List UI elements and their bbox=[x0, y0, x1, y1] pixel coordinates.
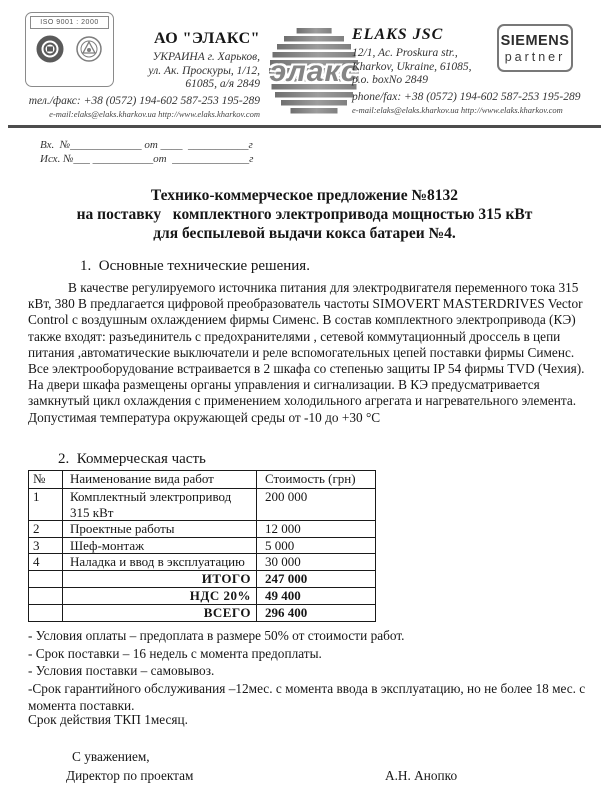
row-work-name: Комплектный электропривод 315 кВт bbox=[63, 489, 257, 521]
row-work-name: Наладка и ввод в эксплуатацию bbox=[63, 554, 257, 571]
table-row bbox=[29, 489, 376, 521]
address-ru-line3: 61085, а/я 2849 bbox=[185, 78, 260, 90]
total-empty-cell bbox=[29, 570, 63, 587]
elaks-logo-text: элакс bbox=[269, 55, 359, 88]
row-number: 1 bbox=[29, 489, 63, 521]
reference-numbers bbox=[40, 139, 253, 166]
signature-block bbox=[0, 749, 609, 784]
term-warranty: -Срок гарантийного обслуживания –12мес. с момента ввода в эксплуатацию, но не более 18 мес. с момента поставки. bbox=[28, 680, 586, 714]
address-en-line1: 12/1, Ac. Proskura str., bbox=[352, 47, 458, 59]
total-value: 49 400 bbox=[257, 587, 376, 604]
address-ru-line1: УКРАИНА г. Харьков, bbox=[152, 51, 260, 63]
phone-ru: тел./факс: +38 (0572) 194-602 587-253 195-289 bbox=[28, 94, 260, 107]
header-divider bbox=[8, 125, 601, 128]
outgoing-number-line: Исх. №___ ___________от ______________г bbox=[40, 152, 254, 165]
table-row bbox=[29, 521, 376, 538]
total-value: 247 000 bbox=[257, 570, 376, 587]
total-empty-cell bbox=[29, 604, 63, 621]
address-en-line3: p.o. boxNo 2849 bbox=[352, 74, 429, 86]
total-row-itogo bbox=[29, 570, 376, 587]
elaks-logo bbox=[268, 26, 360, 120]
row-cost: 30 000 bbox=[257, 554, 376, 571]
siemens-badge-brand: SIEMENS bbox=[500, 32, 570, 49]
total-label: ИТОГО bbox=[63, 570, 257, 587]
table-row bbox=[29, 537, 376, 554]
siemens-badge-partner: partner bbox=[504, 49, 566, 64]
term-delivery-time: - Срок поставки – 16 недель с момента предоплаты. bbox=[28, 645, 322, 661]
signature-name: А.Н. Анопко bbox=[385, 768, 458, 783]
document-title bbox=[0, 186, 609, 243]
term-delivery-conditions: - Условия поставки – самовывоз. bbox=[28, 663, 215, 679]
total-label: ВСЕГО bbox=[63, 604, 257, 621]
validity-note: Срок действия ТКП 1месяц. bbox=[28, 712, 188, 727]
row-work-name: Проектные работы bbox=[63, 521, 257, 538]
col-header-number: № bbox=[29, 471, 63, 489]
letterhead-russian bbox=[12, 30, 260, 119]
cost-table-header-row bbox=[29, 471, 376, 489]
address-ru-line2: ул. Ак. Проскуры, 1/12, bbox=[148, 64, 260, 77]
section1-heading: 1. Основные технические решения. bbox=[80, 258, 310, 274]
company-name-en: ELAKS JSC bbox=[352, 26, 444, 43]
total-label: НДС 20% bbox=[63, 587, 257, 604]
title-line1: Технико-коммерческое предложение №8132 bbox=[150, 187, 459, 204]
incoming-number-line: Вх. №_____________ от ____ ___________г bbox=[40, 139, 253, 151]
row-cost: 5 000 bbox=[257, 537, 376, 554]
signature-position: Директор по проектам bbox=[66, 768, 194, 783]
cost-table bbox=[28, 470, 376, 622]
siemens-partner-badge bbox=[497, 24, 573, 72]
iso-9001-label: ISO 9001 : 2000 bbox=[30, 16, 109, 29]
total-row-vsego bbox=[29, 604, 376, 621]
title-line3: для беспылевой выдачи кокса батареи №4. bbox=[153, 225, 456, 242]
section2-heading: 2. Коммерческая часть bbox=[58, 451, 206, 467]
row-work-name: Шеф-монтаж bbox=[63, 537, 257, 554]
total-row-vat bbox=[29, 587, 376, 604]
row-cost: 12 000 bbox=[257, 521, 376, 538]
row-number: 2 bbox=[29, 521, 63, 538]
row-number: 3 bbox=[29, 537, 63, 554]
total-empty-cell bbox=[29, 587, 63, 604]
term-payment: - Условия оплаты – предоплата в размере 50% от стоимости работ. bbox=[28, 628, 405, 643]
email-en: e-mail:elaks@elaks.kharkov.ua http://www.elaks.kharkov.com bbox=[352, 104, 563, 115]
signature-greeting: С уважением, bbox=[72, 749, 150, 764]
section1-paragraph: В качестве регулируемого источника питания для электродвигателя переменного тока 315 кВт, 380 В предлагается цифровой преобразователь частоты SIMOVERT MASTERDRIVES Vector Control с воздушным охлаждением фирмы Сименс. В состав комплектного электропривода (КЭ) также входят: разъединитель с предохранителями , сетевой коммутационный дроссель в цепи питания ,автоматические выключатели и реле вспомогательных цепей поставки фирмы Сименс. Все электрооборудование встраивается в 2 шкафа со степенью защиты IP 54 фирмы TVD (Чехия). На двери шкафа размещены органы управления и сигнализации. В КЭ предусматривается замкнутый цикл охлаждения с применением холодильного агрегата и нагревательного элемента. Допустимая температура окружающей среды от -10 до +30 °С bbox=[28, 280, 585, 425]
row-number: 4 bbox=[29, 554, 63, 571]
email-ru: e-mail:elaks@elaks.kharkov.ua http://www.elaks.kharkov.com bbox=[49, 108, 260, 119]
col-header-cost: Стоимость (грн) bbox=[257, 471, 376, 489]
phone-en: phone/fax: +38 (0572) 194-602 587-253 195-289 bbox=[352, 90, 581, 103]
total-value: 296 400 bbox=[257, 604, 376, 621]
table-row bbox=[29, 554, 376, 571]
col-header-work-type: Наименование вида работ bbox=[63, 471, 257, 489]
row-cost: 200 000 bbox=[257, 489, 376, 521]
terms-list bbox=[28, 627, 590, 715]
company-name-ru: АО "ЭЛАКС" bbox=[153, 30, 260, 47]
title-line2: на поставку комплектного электропривода мощностью 315 кВт bbox=[76, 206, 533, 223]
globe-stripes-icon bbox=[268, 107, 360, 124]
address-en-line2: Kharkov, Ukraine, 61085, bbox=[352, 60, 472, 73]
